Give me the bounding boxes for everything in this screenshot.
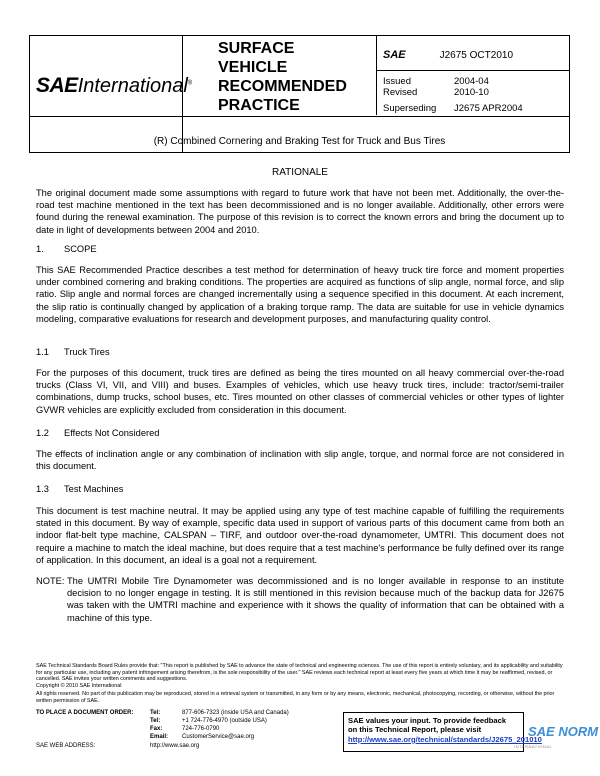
section-heading-truck-tires: 1.1 Truck Tires [36,347,110,357]
section-text-scope: This SAE Recommended Practice describes a test method for determination of heavy truck tire force and moment properties under combined cornering and braking conditions. The properties are acquired as functions of slip angle, normal force, and slip ratio. Slip angle and normal forces are changed incrementally using a sequence specified in this document. At each increment, the slip ratio is continually changed by application of a braking torque ramp. The data are suitable for use in vehicle dynamics modeling, comparative evaluations for research and development purposes, and manufacturing quality control. [36,265,564,324]
feedback-link[interactable]: http://www.sae.org/technical/standards/J2675_201010 [348,734,542,744]
footer-copyright: Copyright © 2010 SAE International [36,683,122,689]
rationale-heading: RATIONALE [272,167,328,178]
section-text-truck-tires: For the purposes of this document, truck tires are defined as being the tires mounted on all heavy commercial over-the-road trucks (Class VI, VII, and VIII) and buses. Examples of vehicles, which use heavy truck tires, include: tractor/semi-trailer combinations, dump trucks, school buses, etc. Tires mounted on other classes of commercial vehicles or other types of lighter GVWR vehicles are explicitly excluded from consideration in this document. [36,368,564,415]
document-type: SURFACE VEHICLE RECOMMENDED PRACTICE [218,40,347,114]
tel2-label: Tel: [150,718,161,724]
section-heading-scope: 1. SCOPE [36,244,97,254]
section-text-test-machines: This document is test machine neutral. It may be applied using any type of test machine capable of fulfilling the requirements stated in this document. By way of example, specific data used in support of various parts of this document came from both an indoor flat-belt type machine, CALSPAN – TIRF, and outdoor over-the-road dynamometer, UMTRI. This document does not require a machine to match the ideal machine, but does require that a test machine's performance be fully defined over its range of application. In this document, an ideal is a goal not a requirement. [36,506,564,565]
section-heading-effects: 1.2 Effects Not Considered [36,428,160,438]
feedback-box: SAE values your input. To provide feedback on this Technical Report, please visit http://www.sae.org/technical/standards/J2675_201010 [343,712,524,752]
tel-value[interactable]: 877-606-7323 (inside USA and Canada) [182,710,289,716]
web-label: SAE WEB ADDRESS: [36,743,96,749]
footer-rights: All rights reserved. No part of this publication may be reproduced, stored in a retrieval system or transmitted, in any form or by any means, electronic, mechanical, photocopying, recording, or otherwise, without the prior written permission of SAE. [36,691,555,704]
footer-legal: SAE Technical Standards Board Rules provide that: "This report is published by SAE to advance the state of technical and engineering sciences. The use of this report is entirely voluntary, and its applicability and suitability for any particular use, including any patent infringement arising therefrom, is the sole responsibility of the user." SAE reviews each technical report at least every five years at which time it may be reaffirmed, revised, or cancelled. SAE invites your written comments and suggestions. [36,663,563,683]
rationale-text: The original document made some assumptions with regard to future work that have not been met. Additionally, the over-the-road test machine mentioned in the text has been decommissioned and is no longer available. Additionally, other errors were found during the renewal examination. The purpose of this revision is to correct the known errors and bring the document up to date in light of developments between 2004 and 2010. [36,188,564,235]
email-link[interactable]: CustomerService@sae.org [182,734,255,740]
header-box [29,35,570,153]
issued-value: 2004-04 [454,76,489,87]
section-heading-test-machines: 1.3 Test Machines [36,484,124,494]
superseding-value: J2675 APR2004 [454,103,523,114]
note-block [36,575,564,625]
section-text-effects: The effects of inclination angle or any combination of inclination with slip angle, torque, and normal force are not considered in this document. [36,449,564,472]
header-title-divider [30,116,569,117]
revised-value: 2010-10 [454,87,489,98]
tel-label: Tel: [150,710,161,716]
superseding-label: Superseding [383,103,437,114]
sae-international-logo: SAEInternational® [36,74,193,97]
email-label: Email: [150,734,169,740]
note-text: The UMTRI Mobile Tire Dynamometer was decommissioned and is no longer available in response to an institute decision to no longer engage in testing. It is still mentioned in this revision because much of the backup data for J2675 was taken with the UMTRI machine and experience with it shows the quality of information that can be obtained with a machine of this type. [67,576,564,623]
document-title: (R) Combined Cornering and Braking Test for Truck and Bus Tires [153,136,446,147]
fax-label: Fax: [150,726,163,732]
fax-value: 724-776-0790 [182,726,220,732]
watermark-logo: SAE NORM [528,724,599,739]
web-link[interactable]: http://www.sae.org [150,743,200,749]
order-label: TO PLACE A DOCUMENT ORDER: [36,710,134,716]
revised-label: Revised [383,87,418,98]
watermark-subtext: INTERNATIONAL [514,744,553,749]
note-label: NOTE: [36,576,65,586]
document-code: SAE J2675 OCT2010 [383,49,514,61]
issued-label: Issued [383,76,411,87]
header-code-divider [376,70,569,71]
tel2-value[interactable]: +1 724-776-4970 (outside USA) [182,718,267,724]
